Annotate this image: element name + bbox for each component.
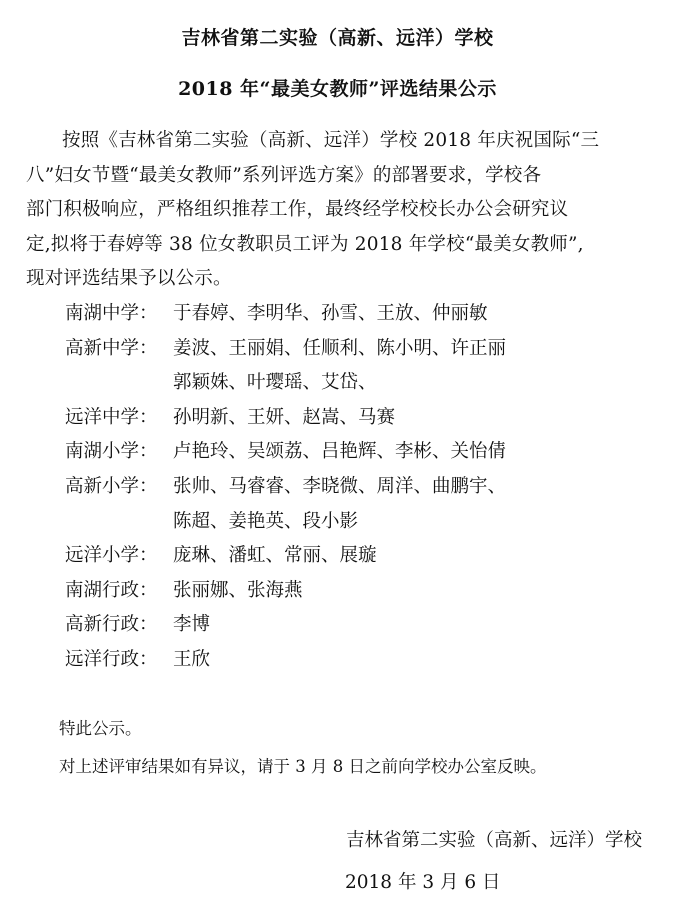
names-line: 张帅、马睿睿、李晓微、周洋、曲鹏宇、 xyxy=(173,475,507,497)
list-item xyxy=(65,608,506,643)
names-line: 李博 xyxy=(173,614,211,636)
honoree-names xyxy=(173,643,210,678)
honoree-names xyxy=(173,401,395,436)
honoree-names xyxy=(173,470,506,539)
list-item xyxy=(65,643,506,678)
signature-date: 2018 年 3 月 6 日 xyxy=(345,872,501,893)
body-line: 现对评选结果予以公示。 xyxy=(26,268,232,290)
names-line: 庞琳、潘虹、常丽、展璇 xyxy=(173,545,377,567)
honoree-names xyxy=(173,435,506,470)
body-line: 部门积极响应，严格组织推荐工作，最终经学校校长办公会研究议 xyxy=(26,199,569,221)
body-line: 定,拟将于春婷等 38 位女教职员工评为 2018 年学校“最美女教师”, xyxy=(26,233,584,255)
department-label: 远洋中学： xyxy=(65,406,158,428)
names-line: 姜波、王丽娟、任顺利、陈小明、许正丽 xyxy=(173,337,507,359)
body-line: 八”妇女节暨“最美女教师”系列评选方案》的部署要求，学校各 xyxy=(26,164,542,186)
names-line: 郭颖姝、叶璎瑶、艾岱、 xyxy=(173,372,377,394)
honoree-names xyxy=(173,332,506,401)
department-label: 南湖小学： xyxy=(65,441,158,463)
names-line: 卢艳玲、吴颂荔、吕艳辉、李彬、关怡倩 xyxy=(173,441,507,463)
names-line: 王欣 xyxy=(173,648,211,670)
body-line: 按照《吉林省第二实验（高新、远洋）学校 2018 年庆祝国际“三 xyxy=(62,130,600,151)
honoree-list xyxy=(65,297,506,678)
signature-organization: 吉林省第二实验（高新、远洋）学校 xyxy=(345,830,642,851)
department-label: 高新中学： xyxy=(65,337,158,359)
names-line: 张丽娜、张海燕 xyxy=(173,579,303,601)
names-line: 于春婷、李明华、孙雪、王放、仲丽敏 xyxy=(173,303,488,324)
list-item xyxy=(65,574,506,609)
department-label: 高新小学： xyxy=(65,475,158,497)
department-label: 南湖行政： xyxy=(65,579,158,601)
honoree-names xyxy=(173,608,210,643)
department-label: 远洋行政： xyxy=(65,648,158,670)
document-subtitle: 2018 年“最美女教师”评选结果公示 xyxy=(178,78,497,100)
document-title: 吉林省第二实验（高新、远洋）学校 xyxy=(181,27,494,49)
department-label: 南湖中学： xyxy=(65,303,158,324)
department-label: 高新行政： xyxy=(65,614,158,636)
department-label: 远洋小学： xyxy=(65,545,158,567)
honoree-names xyxy=(173,574,303,609)
names-line: 孙明新、王妍、赵嵩、马赛 xyxy=(173,406,396,428)
list-item xyxy=(65,539,506,574)
names-line: 陈超、姜艳英、段小影 xyxy=(173,510,359,532)
list-item xyxy=(65,435,506,470)
closing-statement: 特此公示。 xyxy=(59,719,142,738)
honoree-names xyxy=(173,297,488,332)
honoree-names xyxy=(173,539,377,574)
list-item xyxy=(65,401,506,436)
list-item xyxy=(65,297,506,332)
body-paragraph xyxy=(26,124,656,297)
list-item xyxy=(65,470,506,539)
list-item xyxy=(65,332,506,401)
objection-notice: 对上述评审结果如有异议，请于 3 月 8 日之前向学校办公室反映。 xyxy=(59,757,547,776)
